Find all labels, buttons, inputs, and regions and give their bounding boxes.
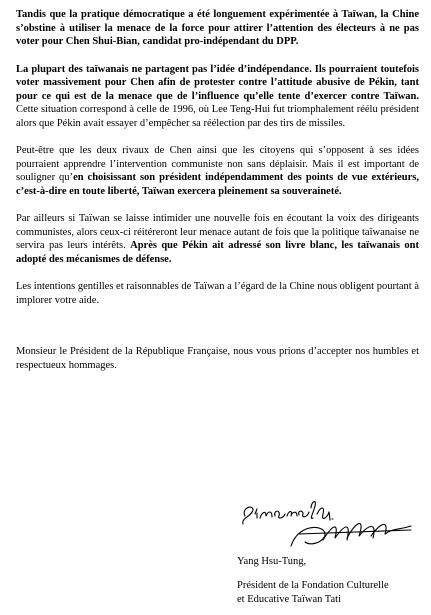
paragraph-2-rest: Cette situation correspond à celle de 1996, où Lee Teng-Hui fut triomphalement réélu président alors que Pékin avait essayer d’empêcher sa réélection par des tirs de missiles. (16, 104, 419, 129)
paragraph-3-bold: en choisissant son président indépendamment des points de vue extérieurs, c’est-à-dire en toute liberté, Taïwan exercera pleinement sa souveraineté. (16, 172, 419, 197)
paragraph-2 (16, 63, 419, 131)
paragraph-5: Les intentions gentilles et raisonnables de Taïwan a l’égard de la Chine nous obligent pourtant à implorer votre aide. (16, 281, 419, 306)
handwritten-signature (235, 488, 420, 558)
paragraph-4-text: Par ailleurs si Taïwan se laisse intimider une nouvelle fois en écoutant la voix des dirigeants communistes, alors ceux-ci réitéreront leur menace autant de fois que la politique taïwanaise ne servira pas leurs intérêts. (16, 213, 419, 251)
signer-name: Yang Hsu-Tung, (237, 556, 307, 567)
signer-title (237, 579, 389, 606)
paragraph-4 (16, 212, 419, 266)
paragraph-3-text: Peut-être que les deux rivaux de Chen ainsi que les citoyens qui s’opposent à ses idées pourraient apprendre l’intervention communiste non sans déplaisir. Mais il est important de souligner qu’ (16, 145, 419, 183)
closing-paragraph: Monsieur le Président de la République Française, nous vous prions d’accepter nos humbles et respectueux hommages. (16, 346, 419, 371)
paragraph-1: Tandis que la pratique démocratique a été longuement expérimentée à Taïwan, la Chine s’obstine à utiliser la menace de la force pour attirer l’attention des électeurs à ne pas voter pour Chen Shui-Bian, candidat pro-indépendant du DPP. (16, 9, 419, 47)
signature (235, 488, 425, 558)
paragraph-3 (16, 144, 419, 198)
letter-body (16, 8, 419, 372)
signer-title-line-2: et Educative Taïwan Tati (237, 593, 341, 605)
signer-title-line-1: Président de la Fondation Culturelle (237, 580, 389, 591)
paragraph-4-bold: Après que Pékin ait adressé son livre blanc, les taïwanais ont adopté des mécanismes de défense. (16, 240, 420, 265)
paragraph-2-bold: La plupart des taïwanais ne partagent pas l’idée d’indépendance. Ils pourraient toutefois voter massivement pour Chen afin de protester contre l’attitude abusive de Pékin, tant pour ce qui est de la menace que de l’influence qu’elle tente d’exercer contre Taïwan. (16, 63, 419, 102)
